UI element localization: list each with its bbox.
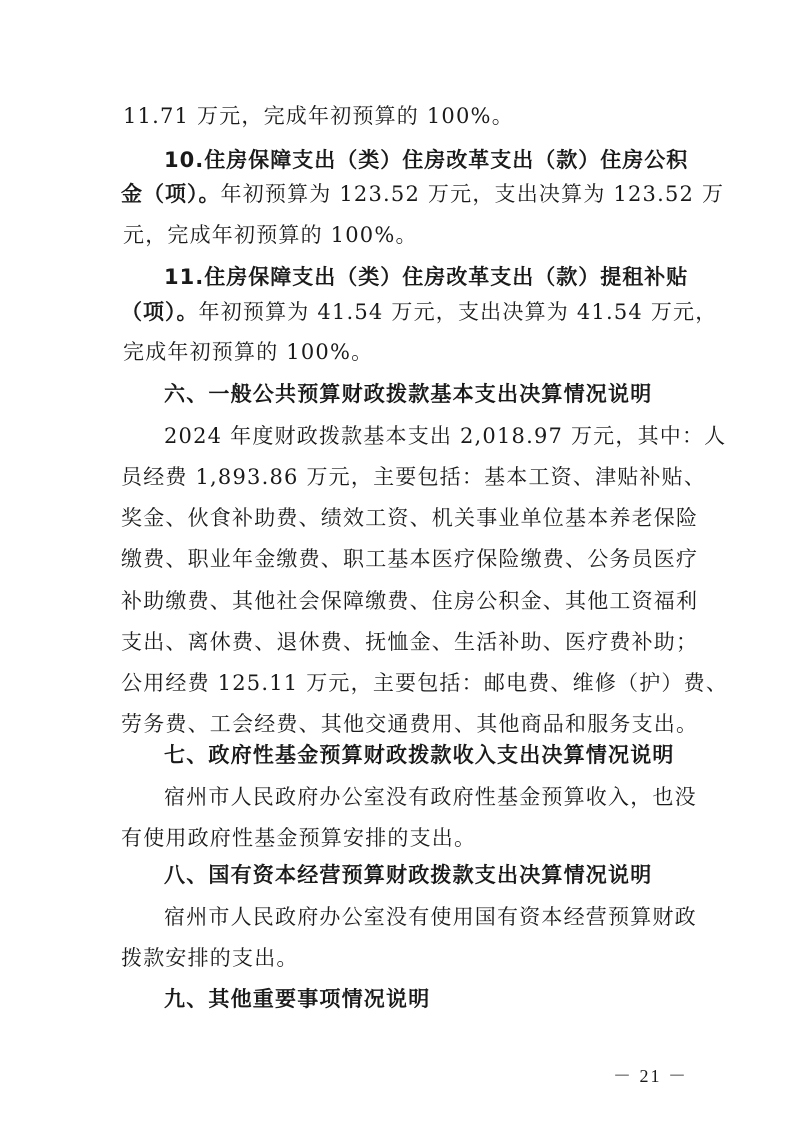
paragraph-line [121,823,793,853]
paragraph-line [121,709,793,739]
paragraph-line [123,101,683,131]
heading-text: 七、政府性基金预算财政拨款收入支出决算情况说明 [164,743,675,767]
item-11-title [164,262,689,292]
section-heading-7 [164,740,793,770]
text-line: 年初预算为 123.52 万元，支出决算为 123.52 万 [220,182,725,206]
section-heading-8 [164,860,793,890]
paragraph-line [121,586,793,616]
paragraph-line [123,220,793,250]
text-line: 11.71 万元，完成年初预算的 100%。 [123,104,514,128]
text-line: 宿州市人民政府办公室没有政府性基金预算收入，也没 [164,785,697,809]
text-line: 奖金、伙食补助费、绩效工资、机关事业单位基本养老保险 [121,506,699,530]
paragraph-line [123,337,793,367]
text-line: 2024 年度财政拨款基本支出 2,018.97 万元，其中：人 [164,424,727,448]
item-11-title-cont: （项）。 [121,300,199,324]
heading-text: 九、其他重要事项情况说明 [164,987,431,1011]
paragraph-line [121,668,793,698]
text-line: 年初预算为 41.54 万元，支出决算为 41.54 万元， [198,300,718,324]
paragraph-line [121,943,793,973]
text-line: 员经费 1,893.86 万元，主要包括：基本工资、津贴补贴、 [121,465,707,489]
text-line: 宿州市人民政府办公室没有使用国有资本经营预算财政 [164,905,697,929]
item-11-title-text: 11.住房保障支出（类）住房改革支出（款）提租补贴 [164,265,689,289]
text-line: 公用经费 125.11 万元，主要包括：邮电费、维修（护）费、 [121,671,729,695]
text-line: 劳务费、工会经费、其他交通费用、其他商品和服务支出。 [121,712,699,736]
section-heading-9 [164,984,793,1014]
text-line: 补助缴费、其他社会保障缴费、住房公积金、其他工资福利 [121,589,699,613]
paragraph-line [121,179,725,209]
heading-text: 八、国有资本经营预算财政拨款支出决算情况说明 [164,863,653,887]
text-line: 缴费、职业年金缴费、职工基本医疗保险缴费、公务员医疗 [121,547,699,571]
text-line: 元，完成年初预算的 100%。 [123,223,418,247]
paragraph-line [121,627,793,657]
text-line: 完成年初预算的 100%。 [123,340,374,364]
item-10-title-cont: 金（项）。 [121,182,221,206]
paragraph-line [164,782,793,812]
section-heading-6 [164,379,793,409]
text-line: 支出、离休费、退休费、抚恤金、生活补助、医疗费补助； [121,630,699,654]
text-line: 有使用政府性基金预算安排的支出。 [121,826,477,850]
item-10-title-text: 10.住房保障支出（类）住房改革支出（款）住房公积 [164,148,689,172]
heading-text: 六、一般公共预算财政拨款基本支出决算情况说明 [164,382,653,406]
page-number: － 21 － [613,1066,688,1086]
paragraph-line [164,902,793,932]
item-10-title [164,145,689,175]
paragraph-line [121,297,718,327]
paragraph-line [121,544,793,574]
paragraph-line [121,462,793,492]
text-line: 拨款安排的支出。 [121,946,299,970]
paragraph-line [164,421,793,451]
paragraph-line [121,503,793,533]
